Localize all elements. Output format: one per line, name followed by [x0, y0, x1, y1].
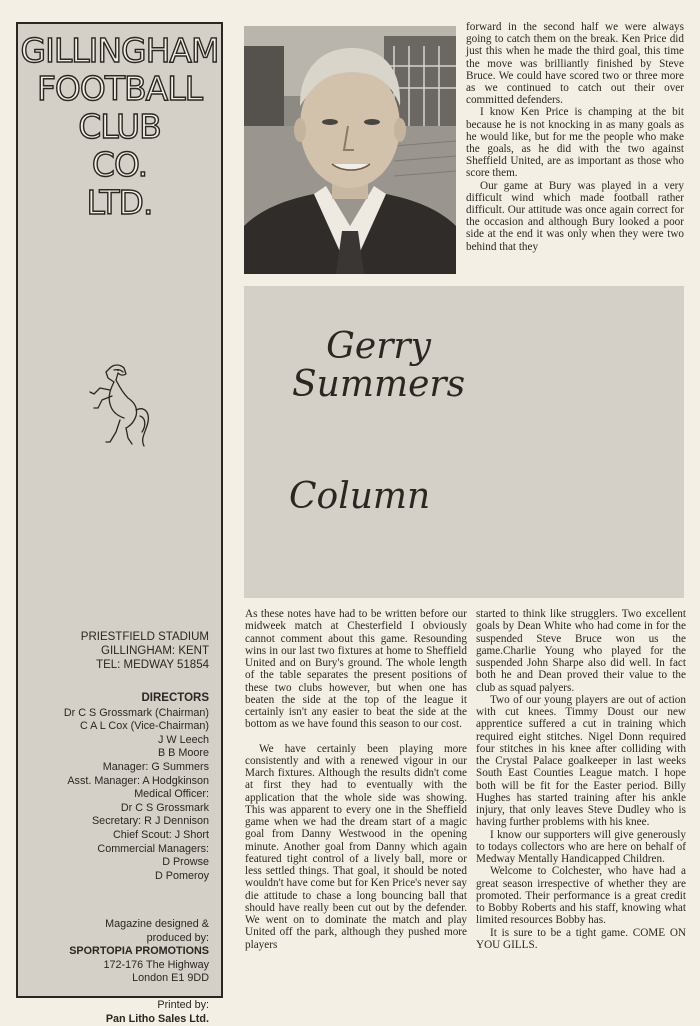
producer-address-line: 172-176 The Highway — [103, 958, 209, 971]
article-paragraph: As these notes have had to be written before our midweek match at Chesterfield I obviously cannot comment about this game. Resounding wins in our last two fixtures at home to Sheffield United and on Bury's ground. The whole length of the table separates the present positions of these two clubs however, but when one has beaten the side at the top of the league it certainly isn't any easier to beat the side at the bottom as we have found this season to our cost. — [245, 608, 467, 731]
article-paragraph: Welcome to Colchester, who have had a great season irrespective of whether they are promoted. Their performance is a great credit to Bobby Roberts and his staff, knowing what limited resources Bobby has. — [476, 865, 686, 927]
column-title-line: Summers — [292, 364, 466, 405]
production-credits — [69, 918, 209, 1026]
club-sidebar — [16, 22, 223, 1025]
director-entry: Manager: G Summers — [102, 760, 209, 773]
column-title-panel — [244, 286, 684, 598]
article-column-right — [476, 608, 686, 951]
producer-address-line: London E1 9DD — [132, 972, 209, 985]
club-name-line: LTD. — [86, 183, 153, 222]
article-paragraph: forward in the second half we were always going to catch them on the break. Ken Price did just this when he made the third goal, this time the move was brilliantly finished by Steve Bruce. We could have scored two or three more as we continued to catch out their over committed defenders. — [466, 21, 684, 107]
directors-heading: DIRECTORS — [141, 692, 209, 704]
director-entry: Secretary: R J Dennison — [91, 815, 209, 828]
stadium-line: PRIESTFIELD STADIUM — [80, 631, 209, 643]
club-name-line: CO. — [91, 145, 148, 184]
director-entry: C A L Cox (Vice-Chairman) — [79, 720, 209, 733]
director-entry: Dr C S Grossmark — [120, 801, 209, 814]
column-title-line: Gerry — [326, 326, 431, 367]
stadium-line: GILLINGHAM: KENT — [101, 645, 209, 657]
club-name-line: GILLINGHAM — [20, 31, 219, 70]
club-name-line: CLUB — [78, 107, 161, 146]
white-horse-of-kent-icon — [80, 360, 158, 450]
article-paragraph: started to think like strugglers. Two excellent goals by Dean White who had come in for the suspended Steve Bruce won us the game.Charlie Young who played for the suspended John Sharpe also did well. In fact both he and Dean proved their value to the club as squad palyers. — [476, 608, 686, 694]
article-paragraph: I know Ken Price is champing at the bit because he is not knocking in as many goals as he would like, but for me the people who make the goals, as he did with the two against Sheffield United, are as important as those who score them. — [466, 106, 684, 180]
director-entry: J W Leech — [157, 733, 209, 746]
director-entry: Asst. Manager: A Hodgkinson — [67, 774, 209, 787]
article-paragraph: It is sure to be a tight game. COME ON YOU GILLS. — [476, 926, 686, 951]
article-paragraph: I know our supporters will give generously to todays collectors who are here on behalf of Medway Mentally Handicapped Children. — [476, 828, 686, 865]
director-entry: B B Moore — [157, 747, 209, 760]
article-paragraph: Two of our young players are out of action with cut knees. Timmy Doust our new apprentice suffered a cut in training which required eight stitches. Nigel Donn required four stitches in his knee after colliding with the Crystal Palace goalkeeper in last weeks South East Counties League match. I hope both will be fit for the Easter period. Billy Hughes has started training after his ankle injury, that only leaves Steve Dudley who is having further problems with his knee. — [476, 693, 686, 829]
club-name-line: FOOTBALL — [36, 69, 203, 108]
column-title-word: Column — [289, 476, 431, 517]
club-name-heading — [18, 32, 221, 222]
director-entry: D Prowse — [162, 856, 209, 869]
director-entry: Dr C S Grossmark (Chairman) — [63, 706, 209, 719]
column-title-name — [292, 328, 465, 404]
director-entry: Chief Scout: J Short — [112, 828, 209, 841]
printed-by-label: Printed by: — [157, 998, 209, 1011]
director-entry: Commercial Managers: — [97, 842, 209, 855]
stadium-address — [81, 630, 209, 672]
directors-list — [64, 692, 209, 883]
director-entry: D Pomeroy — [154, 869, 209, 882]
designed-by-line: produced by: — [146, 931, 209, 944]
article-paragraph: We have certainly been playing more consistently and with a renewed vigour in our March fixtures. Although the results didn't come at first they had to eventually with the application that the whole side was showing. This was apparent to every one in the Sheffield game when we had the dream start of a magic goal from Danny Westwood in the opening minute. Another goal from Danny which again featured tight control of a lively ball, more or less settled things. That goal, it should be noted wouldn't have come but for Ken Price's never say die attitude to chase a long bouncing ball that should have really been cut out by the defender. We went on to dominate the match and play United off the park, although they pushed more players — [245, 742, 467, 951]
article-column-top — [466, 21, 684, 253]
article-column-left — [245, 608, 467, 951]
director-entry: Medical Officer: — [134, 788, 209, 801]
manager-portrait-photo — [244, 26, 456, 274]
designed-by-line: Magazine designed & — [105, 918, 209, 930]
producer-name: SPORTOPIA PROMOTIONS — [69, 945, 209, 958]
stadium-line: TEL: MEDWAY 51854 — [96, 659, 209, 671]
printer-name: Pan Litho Sales Ltd. — [105, 1012, 209, 1025]
article-paragraph: Our game at Bury was played in a very difficult wind which made football rather difficult. Our attitude was once again correct for the occasion and although Bury looked a poor side at the end it was only when they were two behind that they — [466, 179, 684, 253]
